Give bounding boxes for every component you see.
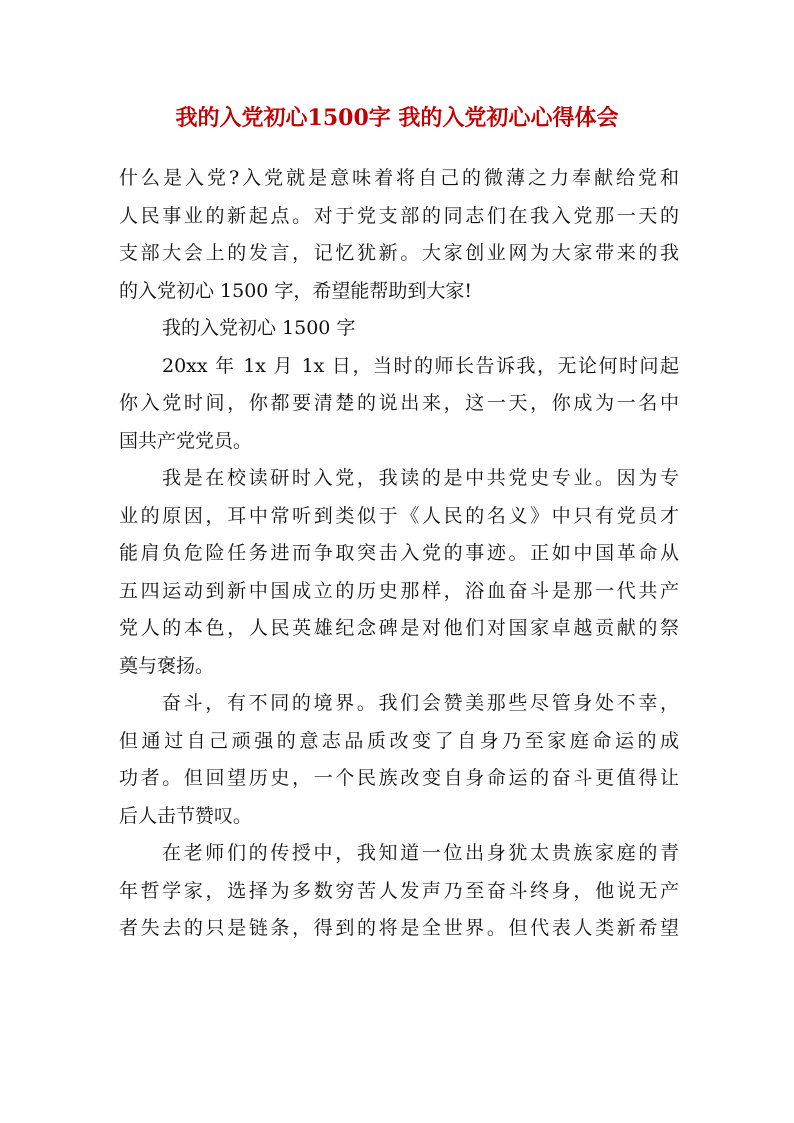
- text-line: 的入党初心 1500 字，希望能帮助到大家!: [119, 279, 473, 302]
- text-line: 奠与褒扬。: [119, 654, 215, 677]
- text-line: 国共产党党员。: [119, 429, 253, 452]
- text-line: 人民事业的新起点。对于党支部的同志们在我入党那一天的: [119, 204, 679, 227]
- text-line: 党人的本色，人民英雄纪念碑是对他们对国家卓越贡献的祭: [119, 617, 679, 639]
- text-line: 后人击节赞叹。: [119, 804, 253, 827]
- text-line: 我的入党初心 1500 字: [162, 317, 356, 339]
- text-line: 你入党时间，你都要清楚的说出来，这一天，你成为一名中: [119, 392, 679, 414]
- text-line: 20xx 年 1x 月 1x 日，当时的师长告诉我，无论何时问起: [162, 354, 679, 377]
- text-line: 在老师们的传授中，我知道一位出身犹太贵族家庭的青: [162, 842, 679, 864]
- text-line: 奋斗，有不同的境界。我们会赞美那些尽管身处不幸，: [162, 692, 679, 714]
- text-line: 支部大会上的发言，记忆犹新。大家创业网为大家带来的我: [119, 242, 679, 264]
- text-line: 但通过自己顽强的意志品质改变了自身乃至家庭命运的成: [119, 729, 679, 752]
- text-line: 能肩负危险任务进而争取突击入党的事迹。正如中国革命从: [119, 542, 679, 564]
- text-line: 我是在校读研时入党，我读的是中共党史专业。因为专: [162, 467, 679, 489]
- text-line: 年哲学家，选择为多数穷苦人发声乃至奋斗终身，他说无产: [119, 879, 679, 902]
- text-line: 功者。但回望历史，一个民族改变自身命运的奋斗更值得让: [119, 767, 679, 789]
- text-line: 五四运动到新中国成立的历史那样，浴血奋斗是那一代共产: [119, 579, 679, 602]
- text-line: 什么是入党?入党就是意味着将自己的微薄之力奉献给党和: [119, 167, 679, 189]
- document-title: 我的入党初心1500字 我的入党初心心得体会: [175, 105, 619, 131]
- document-body: [119, 160, 679, 948]
- text-line: 者失去的只是链条，得到的将是全世界。但代表人类新希望: [119, 917, 679, 939]
- text-line: 业的原因，耳中常听到类似于《人民的名义》中只有党员才: [119, 504, 679, 527]
